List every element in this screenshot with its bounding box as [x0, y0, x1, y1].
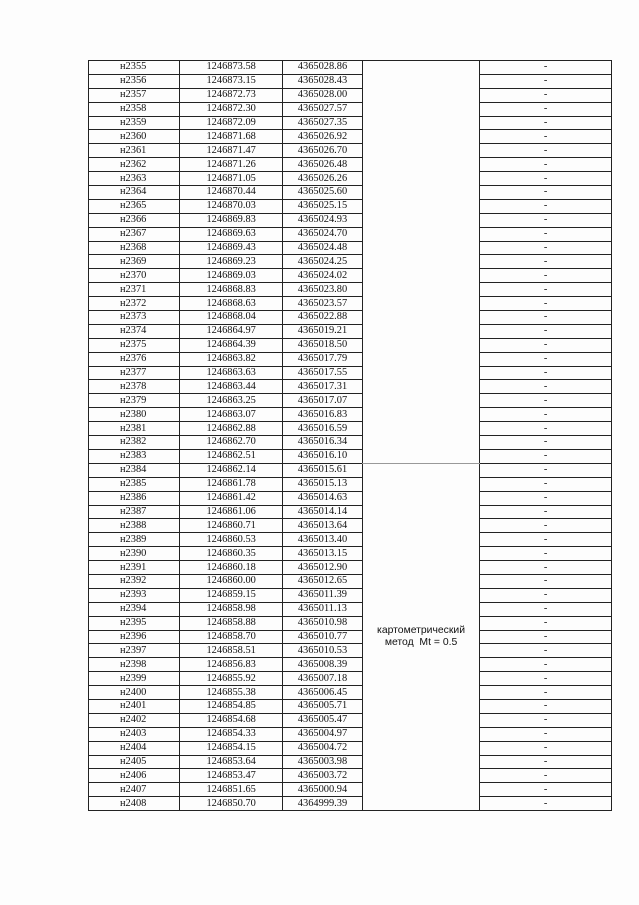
dash-cell: - — [480, 630, 612, 644]
dash-cell: - — [480, 213, 612, 227]
table-row — [89, 755, 612, 769]
x-coordinate-cell: 1246871.68 — [180, 130, 283, 144]
table-row — [89, 797, 612, 811]
table-row — [89, 255, 612, 269]
y-coordinate-cell: 4365015.13 — [283, 477, 363, 491]
table-row — [89, 116, 612, 130]
table-row — [89, 491, 612, 505]
dash-cell: - — [480, 713, 612, 727]
y-coordinate-cell: 4365011.13 — [283, 602, 363, 616]
dash-cell: - — [480, 547, 612, 561]
point-name-cell: н2385 — [89, 477, 180, 491]
point-name-cell: н2365 — [89, 199, 180, 213]
table-row — [89, 422, 612, 436]
table-row — [89, 102, 612, 116]
dash-cell: - — [480, 422, 612, 436]
point-name-cell: н2407 — [89, 783, 180, 797]
dash-cell: - — [480, 588, 612, 602]
point-name-cell: н2370 — [89, 269, 180, 283]
x-coordinate-cell: 1246854.68 — [180, 713, 283, 727]
y-coordinate-cell: 4365025.60 — [283, 186, 363, 200]
point-name-cell: н2393 — [89, 588, 180, 602]
y-coordinate-cell: 4365008.39 — [283, 658, 363, 672]
x-coordinate-cell: 1246853.47 — [180, 769, 283, 783]
y-coordinate-cell: 4365004.97 — [283, 727, 363, 741]
x-coordinate-cell: 1246869.23 — [180, 255, 283, 269]
x-coordinate-cell: 1246862.51 — [180, 449, 283, 463]
point-name-cell: н2395 — [89, 616, 180, 630]
table-row — [89, 380, 612, 394]
dash-cell: - — [480, 394, 612, 408]
point-name-cell: н2361 — [89, 144, 180, 158]
table-row — [89, 658, 612, 672]
x-coordinate-cell: 1246859.15 — [180, 588, 283, 602]
dash-cell: - — [480, 227, 612, 241]
y-coordinate-cell: 4365019.21 — [283, 324, 363, 338]
dash-cell: - — [480, 311, 612, 325]
table-row — [89, 449, 612, 463]
dash-cell: - — [480, 283, 612, 297]
x-coordinate-cell: 1246856.83 — [180, 658, 283, 672]
x-coordinate-cell: 1246868.83 — [180, 283, 283, 297]
x-coordinate-cell: 1246864.39 — [180, 338, 283, 352]
dash-cell: - — [480, 769, 612, 783]
table-row — [89, 366, 612, 380]
y-coordinate-cell: 4365018.50 — [283, 338, 363, 352]
y-coordinate-cell: 4365012.65 — [283, 574, 363, 588]
y-coordinate-cell: 4365017.07 — [283, 394, 363, 408]
dash-cell: - — [480, 783, 612, 797]
y-coordinate-cell: 4365017.79 — [283, 352, 363, 366]
point-name-cell: н2377 — [89, 366, 180, 380]
dash-cell: - — [480, 61, 612, 75]
dash-cell: - — [480, 74, 612, 88]
point-name-cell: н2386 — [89, 491, 180, 505]
point-name-cell: н2396 — [89, 630, 180, 644]
dash-cell: - — [480, 255, 612, 269]
x-coordinate-cell: 1246872.73 — [180, 88, 283, 102]
y-coordinate-cell: 4365016.10 — [283, 449, 363, 463]
y-coordinate-cell: 4365026.70 — [283, 144, 363, 158]
point-name-cell: н2374 — [89, 324, 180, 338]
x-coordinate-cell: 1246862.14 — [180, 463, 283, 477]
x-coordinate-cell: 1246863.44 — [180, 380, 283, 394]
table-row — [89, 616, 612, 630]
x-coordinate-cell: 1246870.44 — [180, 186, 283, 200]
dash-cell: - — [480, 574, 612, 588]
dash-cell: - — [480, 366, 612, 380]
x-coordinate-cell: 1246863.07 — [180, 408, 283, 422]
table-row — [89, 505, 612, 519]
table-row — [89, 311, 612, 325]
y-coordinate-cell: 4365025.15 — [283, 199, 363, 213]
point-name-cell: н2359 — [89, 116, 180, 130]
dash-cell: - — [480, 477, 612, 491]
x-coordinate-cell: 1246872.30 — [180, 102, 283, 116]
y-coordinate-cell: 4365005.71 — [283, 699, 363, 713]
table-row — [89, 463, 612, 477]
coordinates-table-body — [89, 61, 612, 811]
point-name-cell: н2369 — [89, 255, 180, 269]
y-coordinate-cell: 4365010.53 — [283, 644, 363, 658]
x-coordinate-cell: 1246861.78 — [180, 477, 283, 491]
table-row — [89, 352, 612, 366]
y-coordinate-cell: 4365027.57 — [283, 102, 363, 116]
y-coordinate-cell: 4365003.98 — [283, 755, 363, 769]
x-coordinate-cell: 1246860.00 — [180, 574, 283, 588]
point-name-cell: н2368 — [89, 241, 180, 255]
table-row — [89, 172, 612, 186]
table-row — [89, 227, 612, 241]
y-coordinate-cell: 4365026.92 — [283, 130, 363, 144]
dash-cell: - — [480, 199, 612, 213]
y-coordinate-cell: 4365024.02 — [283, 269, 363, 283]
dash-cell: - — [480, 602, 612, 616]
y-coordinate-cell: 4365026.48 — [283, 158, 363, 172]
dash-cell: - — [480, 241, 612, 255]
method-cell-empty — [362, 61, 479, 464]
point-name-cell: н2364 — [89, 186, 180, 200]
point-name-cell: н2357 — [89, 88, 180, 102]
y-coordinate-cell: 4365005.47 — [283, 713, 363, 727]
y-coordinate-cell: 4365006.45 — [283, 686, 363, 700]
y-coordinate-cell: 4365013.15 — [283, 547, 363, 561]
point-name-cell: н2399 — [89, 672, 180, 686]
dash-cell: - — [480, 449, 612, 463]
y-coordinate-cell: 4365011.39 — [283, 588, 363, 602]
x-coordinate-cell: 1246863.63 — [180, 366, 283, 380]
dash-cell: - — [480, 338, 612, 352]
table-row — [89, 574, 612, 588]
dash-cell: - — [480, 324, 612, 338]
x-coordinate-cell: 1246873.58 — [180, 61, 283, 75]
x-coordinate-cell: 1246851.65 — [180, 783, 283, 797]
point-name-cell: н2383 — [89, 449, 180, 463]
point-name-cell: н2390 — [89, 547, 180, 561]
table-row — [89, 602, 612, 616]
x-coordinate-cell: 1246870.03 — [180, 199, 283, 213]
point-name-cell: н2398 — [89, 658, 180, 672]
dash-cell: - — [480, 186, 612, 200]
x-coordinate-cell: 1246864.97 — [180, 324, 283, 338]
dash-cell: - — [480, 158, 612, 172]
table-row — [89, 769, 612, 783]
table-row — [89, 338, 612, 352]
dash-cell: - — [480, 408, 612, 422]
table-row — [89, 533, 612, 547]
dash-cell: - — [480, 672, 612, 686]
x-coordinate-cell: 1246861.06 — [180, 505, 283, 519]
point-name-cell: н2384 — [89, 463, 180, 477]
x-coordinate-cell: 1246854.85 — [180, 699, 283, 713]
point-name-cell: н2366 — [89, 213, 180, 227]
y-coordinate-cell: 4365023.80 — [283, 283, 363, 297]
dash-cell: - — [480, 797, 612, 811]
x-coordinate-cell: 1246854.15 — [180, 741, 283, 755]
y-coordinate-cell: 4365028.86 — [283, 61, 363, 75]
x-coordinate-cell: 1246860.18 — [180, 561, 283, 575]
dash-cell: - — [480, 519, 612, 533]
y-coordinate-cell: 4365013.40 — [283, 533, 363, 547]
x-coordinate-cell: 1246869.43 — [180, 241, 283, 255]
point-name-cell: н2391 — [89, 561, 180, 575]
method-label-line2: метод Mt = 0.5 — [384, 636, 458, 648]
dash-cell: - — [480, 436, 612, 450]
y-coordinate-cell: 4365010.98 — [283, 616, 363, 630]
y-coordinate-cell: 4365004.72 — [283, 741, 363, 755]
dash-cell: - — [480, 297, 612, 311]
y-coordinate-cell: 4365026.26 — [283, 172, 363, 186]
dash-cell: - — [480, 505, 612, 519]
y-coordinate-cell: 4365012.90 — [283, 561, 363, 575]
y-coordinate-cell: 4365023.57 — [283, 297, 363, 311]
table-row — [89, 783, 612, 797]
y-coordinate-cell: 4365013.64 — [283, 519, 363, 533]
y-coordinate-cell: 4365027.35 — [283, 116, 363, 130]
dash-cell: - — [480, 533, 612, 547]
x-coordinate-cell: 1246858.70 — [180, 630, 283, 644]
point-name-cell: н2380 — [89, 408, 180, 422]
y-coordinate-cell: 4365028.43 — [283, 74, 363, 88]
x-coordinate-cell: 1246872.09 — [180, 116, 283, 130]
x-coordinate-cell: 1246862.88 — [180, 422, 283, 436]
table-row — [89, 88, 612, 102]
y-coordinate-cell: 4365016.34 — [283, 436, 363, 450]
point-name-cell: н2371 — [89, 283, 180, 297]
point-name-cell: н2389 — [89, 533, 180, 547]
table-row — [89, 74, 612, 88]
table-row — [89, 519, 612, 533]
x-coordinate-cell: 1246863.82 — [180, 352, 283, 366]
dash-cell: - — [480, 644, 612, 658]
dash-cell: - — [480, 116, 612, 130]
dash-cell: - — [480, 686, 612, 700]
table-row — [89, 547, 612, 561]
point-name-cell: н2388 — [89, 519, 180, 533]
point-name-cell: н2394 — [89, 602, 180, 616]
dash-cell: - — [480, 658, 612, 672]
point-name-cell: н2405 — [89, 755, 180, 769]
x-coordinate-cell: 1246858.98 — [180, 602, 283, 616]
point-name-cell: н2372 — [89, 297, 180, 311]
y-coordinate-cell: 4365024.70 — [283, 227, 363, 241]
point-name-cell: н2408 — [89, 797, 180, 811]
point-name-cell: н2402 — [89, 713, 180, 727]
table-row — [89, 241, 612, 255]
method-label-line1: картометрический — [377, 624, 466, 636]
point-name-cell: н2378 — [89, 380, 180, 394]
x-coordinate-cell: 1246854.33 — [180, 727, 283, 741]
table-row — [89, 699, 612, 713]
y-coordinate-cell: 4365007.18 — [283, 672, 363, 686]
table-row — [89, 436, 612, 450]
dash-cell: - — [480, 561, 612, 575]
y-coordinate-cell: 4365022.88 — [283, 311, 363, 325]
dash-cell: - — [480, 699, 612, 713]
x-coordinate-cell: 1246868.63 — [180, 297, 283, 311]
point-name-cell: н2381 — [89, 422, 180, 436]
dash-cell: - — [480, 172, 612, 186]
point-name-cell: н2397 — [89, 644, 180, 658]
table-row — [89, 199, 612, 213]
point-name-cell: н2355 — [89, 61, 180, 75]
dash-cell: - — [480, 380, 612, 394]
table-row — [89, 324, 612, 338]
x-coordinate-cell: 1246858.51 — [180, 644, 283, 658]
dash-cell: - — [480, 491, 612, 505]
dash-cell: - — [480, 88, 612, 102]
x-coordinate-cell: 1246871.47 — [180, 144, 283, 158]
x-coordinate-cell: 1246860.71 — [180, 519, 283, 533]
table-row — [89, 408, 612, 422]
y-coordinate-cell: 4365010.77 — [283, 630, 363, 644]
y-coordinate-cell: 4364999.39 — [283, 797, 363, 811]
table-row — [89, 186, 612, 200]
table-row — [89, 561, 612, 575]
dash-cell: - — [480, 269, 612, 283]
y-coordinate-cell: 4365015.61 — [283, 463, 363, 477]
x-coordinate-cell: 1246861.42 — [180, 491, 283, 505]
table-row — [89, 213, 612, 227]
table-row — [89, 713, 612, 727]
table-row — [89, 158, 612, 172]
table-row — [89, 283, 612, 297]
dash-cell: - — [480, 144, 612, 158]
dash-cell: - — [480, 352, 612, 366]
coordinates-table — [88, 60, 612, 811]
x-coordinate-cell: 1246862.70 — [180, 436, 283, 450]
x-coordinate-cell: 1246873.15 — [180, 74, 283, 88]
y-coordinate-cell: 4365017.31 — [283, 380, 363, 394]
point-name-cell: н2392 — [89, 574, 180, 588]
x-coordinate-cell: 1246860.35 — [180, 547, 283, 561]
point-name-cell: н2358 — [89, 102, 180, 116]
dash-cell: - — [480, 102, 612, 116]
table-row — [89, 630, 612, 644]
dash-cell: - — [480, 463, 612, 477]
point-name-cell: н2403 — [89, 727, 180, 741]
y-coordinate-cell: 4365016.59 — [283, 422, 363, 436]
x-coordinate-cell: 1246850.70 — [180, 797, 283, 811]
table-row — [89, 727, 612, 741]
y-coordinate-cell: 4365024.48 — [283, 241, 363, 255]
point-name-cell: н2367 — [89, 227, 180, 241]
dash-cell: - — [480, 741, 612, 755]
table-row — [89, 686, 612, 700]
y-coordinate-cell: 4365024.25 — [283, 255, 363, 269]
y-coordinate-cell: 4365003.72 — [283, 769, 363, 783]
x-coordinate-cell: 1246869.63 — [180, 227, 283, 241]
point-name-cell: н2406 — [89, 769, 180, 783]
x-coordinate-cell: 1246871.26 — [180, 158, 283, 172]
table-row — [89, 297, 612, 311]
dash-cell: - — [480, 616, 612, 630]
x-coordinate-cell: 1246858.88 — [180, 616, 283, 630]
point-name-cell: н2360 — [89, 130, 180, 144]
y-coordinate-cell: 4365000.94 — [283, 783, 363, 797]
point-name-cell: н2379 — [89, 394, 180, 408]
table-row — [89, 588, 612, 602]
x-coordinate-cell: 1246860.53 — [180, 533, 283, 547]
x-coordinate-cell: 1246871.05 — [180, 172, 283, 186]
table-row — [89, 269, 612, 283]
table-row — [89, 477, 612, 491]
dash-cell: - — [480, 755, 612, 769]
table-row — [89, 741, 612, 755]
table-row — [89, 144, 612, 158]
x-coordinate-cell: 1246853.64 — [180, 755, 283, 769]
dash-cell: - — [480, 727, 612, 741]
y-coordinate-cell: 4365014.14 — [283, 505, 363, 519]
x-coordinate-cell: 1246855.38 — [180, 686, 283, 700]
point-name-cell: н2382 — [89, 436, 180, 450]
y-coordinate-cell: 4365014.63 — [283, 491, 363, 505]
point-name-cell: н2400 — [89, 686, 180, 700]
table-row — [89, 672, 612, 686]
point-name-cell: н2401 — [89, 699, 180, 713]
table-row — [89, 130, 612, 144]
y-coordinate-cell: 4365028.00 — [283, 88, 363, 102]
point-name-cell: н2404 — [89, 741, 180, 755]
y-coordinate-cell: 4365017.55 — [283, 366, 363, 380]
point-name-cell: н2387 — [89, 505, 180, 519]
x-coordinate-cell: 1246855.92 — [180, 672, 283, 686]
x-coordinate-cell: 1246863.25 — [180, 394, 283, 408]
table-row — [89, 61, 612, 75]
point-name-cell: н2363 — [89, 172, 180, 186]
x-coordinate-cell: 1246868.04 — [180, 311, 283, 325]
point-name-cell: н2375 — [89, 338, 180, 352]
method-cell — [362, 463, 479, 810]
dash-cell: - — [480, 130, 612, 144]
table-row — [89, 644, 612, 658]
x-coordinate-cell: 1246869.03 — [180, 269, 283, 283]
x-coordinate-cell: 1246869.83 — [180, 213, 283, 227]
point-name-cell: н2373 — [89, 311, 180, 325]
y-coordinate-cell: 4365016.83 — [283, 408, 363, 422]
y-coordinate-cell: 4365024.93 — [283, 213, 363, 227]
table-row — [89, 394, 612, 408]
point-name-cell: н2362 — [89, 158, 180, 172]
point-name-cell: н2356 — [89, 74, 180, 88]
point-name-cell: н2376 — [89, 352, 180, 366]
